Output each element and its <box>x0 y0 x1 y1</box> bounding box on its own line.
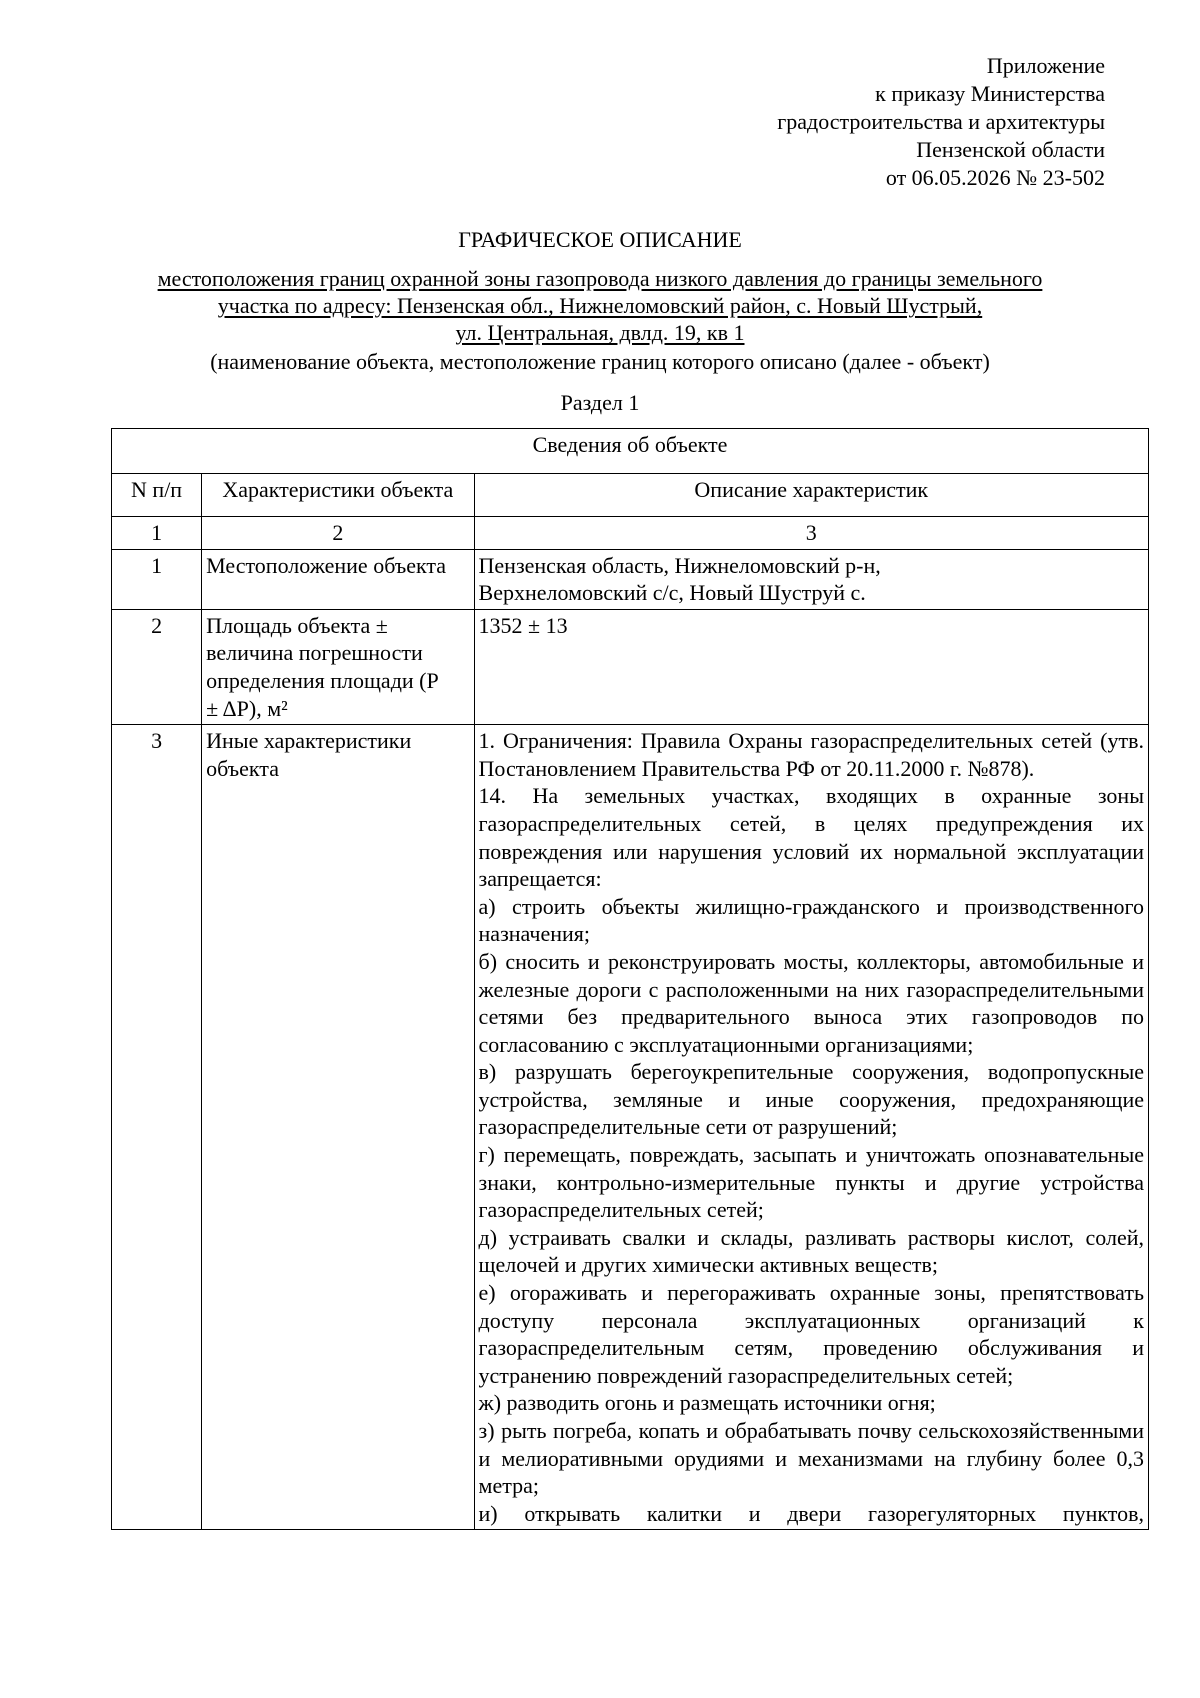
table-row <box>112 549 1149 609</box>
header-characteristic: Характеристики объекта <box>202 474 474 517</box>
table-caption: Сведения об объекте <box>112 429 1149 474</box>
description-line: Пензенская область, Нижнеломовский р-н, <box>478 552 881 578</box>
object-name-line: ул. Центральная, двлд. 19, кв 1 <box>455 320 745 345</box>
restriction-paragraph: а) строить объекты жилищно-гражданского и производственного назначения; <box>478 893 1144 947</box>
characteristic-line: определения площади (P <box>206 667 439 693</box>
restriction-paragraph: 14. На земельных участках, входящих в охранные зоны газораспределительных сетей, в целях предупреждения их повреждения или нарушения условий их нормальной эксплуатации запрещается: <box>478 783 1144 892</box>
restriction-paragraph: з) рыть погреба, копать и обрабатывать почву сельскохозяйственными и мелиоративными орудиями и механизмами на глубину более 0,3 метра; <box>478 1418 1144 1499</box>
object-info-table <box>111 428 1149 1530</box>
order-date-number: от 06.05.2026 № 23-502 <box>885 165 1105 190</box>
object-name <box>110 265 1090 346</box>
table-row <box>112 609 1149 724</box>
order-line: к приказу Министерства <box>875 81 1105 106</box>
restriction-paragraph: в) разрушать берегоукрепительные сооружения, водопропускные устройства, земляные и иные сооружения, предохраняющие газораспределительные сети от разрушений; <box>478 1059 1144 1140</box>
row-characteristic: Местоположение объекта <box>202 549 474 609</box>
object-name-caption: (наименование объекта, местоположение границ которого описано (далее - объект) <box>210 349 990 374</box>
characteristic-line: Площадь объекта ± <box>206 612 388 638</box>
restriction-paragraph: б) сносить и реконструировать мосты, коллекторы, автомобильные и железные дороги с расположенными на них газораспределительными сетями без предварительного выноса этих газопроводов по согласованию с эксплуатационными организациями; <box>478 948 1144 1057</box>
restriction-paragraph: и) открывать калитки и двери газорегуляторных пунктов, <box>478 1500 1144 1526</box>
object-name-line: местоположения границ охранной зоны газопровода низкого давления до границы земельного <box>157 266 1043 291</box>
table-header-row <box>112 474 1149 517</box>
characteristic-line: Иные характеристики <box>206 728 412 754</box>
row-characteristic <box>202 725 474 1530</box>
row-number: 1 <box>112 549 202 609</box>
column-number: 2 <box>202 517 474 550</box>
row-description <box>474 549 1148 609</box>
restriction-paragraph: е) огораживать и перегораживать охранные зоны, препятствовать доступу персонала эксплуатационных организаций к газораспределительным сетям, проведению обслуживания и устранению повреждений газораспределительных сетей; <box>478 1280 1144 1388</box>
appendix-label: Приложение <box>986 53 1105 78</box>
row-characteristic <box>202 609 474 724</box>
description-line: Верхнеломовский с/с, Новый Шуструй с. <box>478 580 866 606</box>
restriction-paragraph: г) перемещать, повреждать, засыпать и уничтожать опознавательные знаки, контрольно-измерительные пункты и другие устройства газораспределительных сетей; <box>478 1142 1144 1223</box>
ministry-line: градостроительства и архитектуры <box>777 109 1105 134</box>
column-number-row <box>112 517 1149 550</box>
restriction-paragraph: д) устраивать свалки и склады, разливать растворы кислот, солей, щелочей и других химически активных веществ; <box>478 1224 1144 1278</box>
restriction-paragraph: ж) разводить огонь и размещать источники огня; <box>478 1390 936 1416</box>
object-name-line: участка по адресу: Пензенская обл., Нижнеломовский район, с. Новый Шустрый, <box>217 293 983 318</box>
column-number: 1 <box>112 517 202 550</box>
characteristic-line: объекта <box>206 755 279 781</box>
section-label: Раздел 1 <box>560 390 640 415</box>
document-title: ГРАФИЧЕСКОЕ ОПИСАНИЕ <box>458 227 742 252</box>
header-description: Описание характеристик <box>474 474 1148 517</box>
order-reference <box>605 52 1105 192</box>
characteristic-line: величина погрешности <box>206 640 423 666</box>
column-number: 3 <box>474 517 1148 550</box>
table-caption-row <box>112 429 1149 474</box>
header-number: N п/п <box>112 474 202 517</box>
row-number: 3 <box>112 725 202 1530</box>
restriction-paragraph: 1. Ограничения: Правила Охраны газораспределительных сетей (утв. Постановлением Правительства РФ от 20.11.2000 г. №878). <box>478 728 1144 781</box>
row-description <box>474 725 1148 1530</box>
row-number: 2 <box>112 609 202 724</box>
table-row <box>112 725 1149 1530</box>
region-line: Пензенской области <box>916 137 1105 162</box>
characteristic-line: ± ΔP), м² <box>206 695 288 721</box>
row-description: 1352 ± 13 <box>474 609 1148 724</box>
